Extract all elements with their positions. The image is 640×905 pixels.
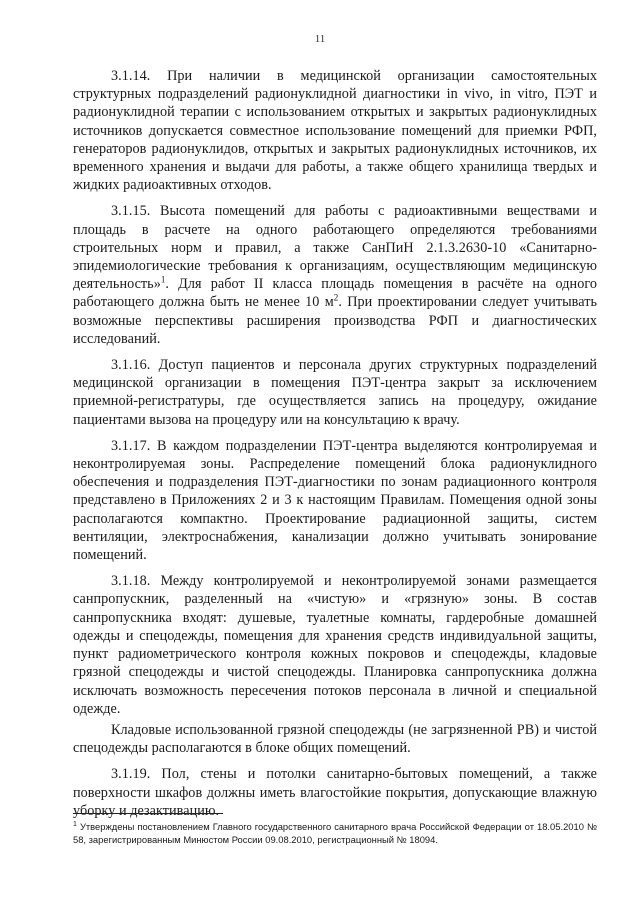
paragraph-3-1-14: 3.1.14. При наличии в медицинской организации самостоятельных структурных подразделений радионуклидной диагностики in vivo, in vitro, ПЭТ и радионуклидной терапии с использованием открытых и закрытых радионуклидных источников допускается совместное использование помещений для приемки РФП, генераторов радионуклидов, открытых и закрытых радионуклидных источников, их временного хранения и выдачи для работы, а также общего хранилища твердых и жидких радиоактивных отходов. bbox=[73, 68, 597, 194]
paragraph-3-1-17: 3.1.17. В каждом подразделении ПЭТ-центра выделяются контролируемая и неконтролируемая зоны. Распределение помещений блока радионуклидного обеспечения и подразделения ПЭТ-диагностики по зонам радиационного контроля представлено в Приложениях 2 и 3 к настоящим Правилам. Помещения одной зоны располагаются компактно. Проектирование радиационной защиты, систем вентиляции, электроснабжения, канализации должно учитывать зонирование помещений. bbox=[73, 437, 597, 564]
document-body bbox=[73, 67, 597, 828]
unit-superscript: 2 bbox=[333, 292, 339, 303]
paragraph-3-1-16: 3.1.16. Доступ пациентов и персонала других структурных подразделений медицинской организации в помещения ПЭТ-центра закрыт за исключением приемной-регистратуры, где осуществляется запись на процедуру, ожидание пациентами вызова на процедуру или на консультацию к врачу. bbox=[73, 357, 597, 428]
footnote-mark: 1 bbox=[73, 820, 77, 828]
footnote-reference[interactable]: 1 bbox=[160, 274, 166, 285]
paragraph-3-1-19: 3.1.19. Пол, стены и потолки санитарно-бытовых помещений, а также поверхности шкафов должны иметь влагостойкие покрытия, допускающие влажную уборку и дезактивацию. bbox=[73, 766, 597, 819]
paragraph-text: 3.1.15. Высота помещений для работы с радиоактивными веществами и площадь в расчете на одного работающего определяются требованиями строительных норм и правил, а также СанПиН 2.1.3.2630-10 «Санитарно-эпидемиологические требования к организациям, осуществляющим медицинскую деятельность» bbox=[73, 203, 597, 293]
page-number: 11 bbox=[314, 33, 326, 45]
paragraph-text: . Для работ II класса площадь помещения в расчёте на одного работающего должна быть не менее 10 м bbox=[73, 276, 597, 311]
paragraph-text: . При проектировании следует учитывать возможные перспективы расширения производства РФП и диагностических исследований. bbox=[73, 294, 597, 347]
footnote-separator bbox=[73, 813, 223, 814]
paragraph-3-1-18: 3.1.18. Между контролируемой и неконтролируемой зонами размещается санпропускник, разделенный на «чистую» и «грязную» зоны. В состав санпропускника входят: душевые, туалетные комнаты, гардеробные домашней одежды и спецодежды, помещения для хранения средств индивидуальной защиты, пункт радиометрического контроля кожных покровов и спецодежды, кладовые грязной спецодежды и чистой спецодежды. Планировка санпропускника должна исключать возможность пересечения потоков персонала в личной и специальной одежде. bbox=[73, 573, 597, 717]
footnote-text: Утверждены постановлением Главного государственного санитарного врача Российской Федерации от 18.05.2010 № 58, зарегистрированным Минюстом России 09.08.2010, регистрационный № 18094. bbox=[73, 821, 598, 845]
footnote bbox=[73, 820, 597, 846]
paragraph-3-1-15 bbox=[73, 202, 597, 348]
paragraph-3-1-18-continuation: Кладовые использованной грязной спецодежды (не загрязненной РВ) и чистой спецодежды располагаются в блоке общих помещений. bbox=[73, 721, 597, 757]
